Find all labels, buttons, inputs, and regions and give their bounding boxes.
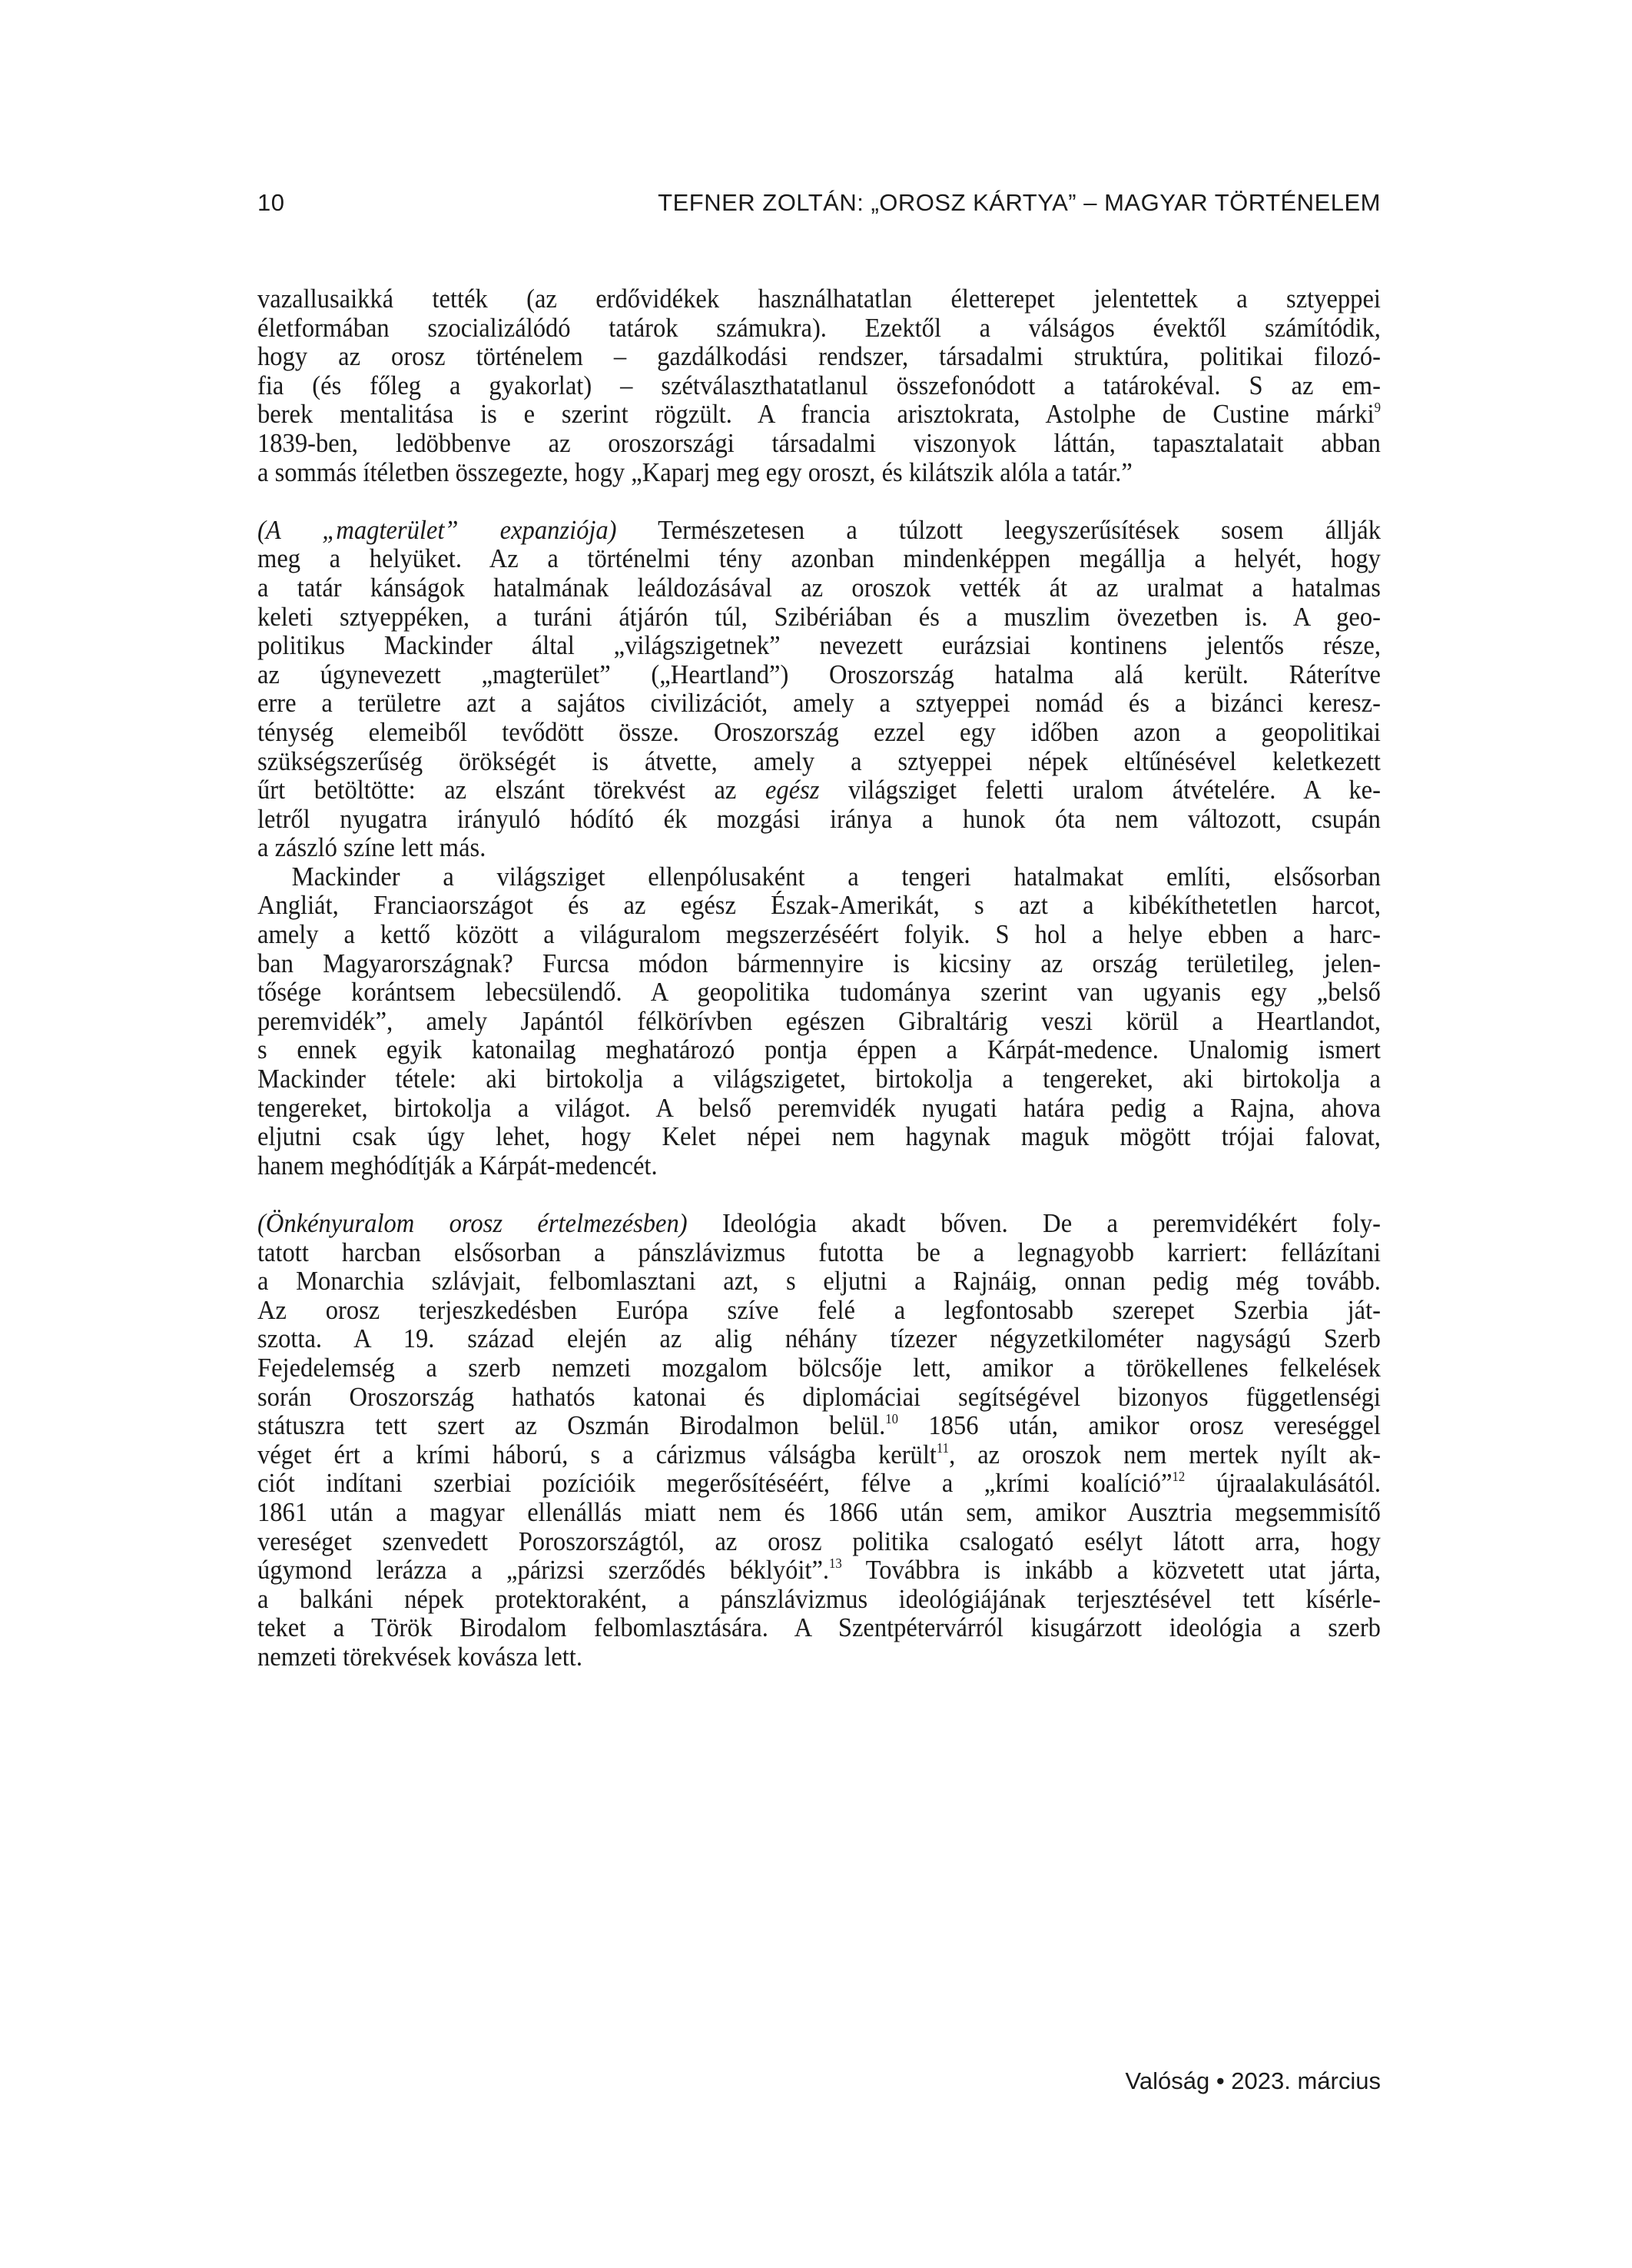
text-line: szükségszerűség örökségét is átvette, amely a sztyeppei népek eltűnésével keletkezett bbox=[257, 745, 1381, 776]
section-heading: (Önkényuralom orosz értelmezésben) bbox=[257, 1208, 688, 1238]
text-line: ciót indítani szerbiai pozícióik megerősítéséért, félve a „krími koalíció”$^{12}$ újraalakulásától. bbox=[257, 1468, 1381, 1499]
text-line: ban Magyarországnak? Furcsa módon bármennyire is kicsiny az ország területileg, jelen- bbox=[257, 948, 1381, 978]
text-line: letről nyugatra irányuló hódító ék mozgási iránya a hunok óta nem változott, csupán bbox=[257, 803, 1381, 834]
paragraph-mackinder bbox=[257, 862, 1381, 1180]
text-line: űrt betöltötte: az elszánt törekvést az egész világsziget feletti uralom átvételére. A ke- bbox=[257, 775, 1381, 805]
text-line: erre a területre azt a sajátos civilizációt, amely a sztyeppei nomád és a bizánci keresz- bbox=[257, 688, 1381, 719]
text-line: keleti sztyeppéken, a turáni átjárón túl, Szibériában és a muszlim övezetben is. A geo- bbox=[257, 601, 1381, 632]
footnote-ref-10[interactable]: 10 bbox=[885, 1411, 899, 1427]
text-line: a sommás ítéletben összegezte, hogy „Kaparj meg egy oroszt, és kilátszik alóla a tatár.” bbox=[257, 457, 1133, 487]
text-line: berek mentalitása is e szerint rögzült. A francia arisztokrata, Astolphe de Custine márki$^9$ bbox=[257, 399, 1381, 430]
text-line: úgymond lerázza a „párizsi szerződés béklyóit”.$^{13}$ Továbbra is inkább a közvetett utat járta, bbox=[257, 1555, 1381, 1586]
text-line: véget ért a krími háború, s a cárizmus válságba került$^{11}$, az oroszok nem mertek nyílt ak- bbox=[257, 1439, 1381, 1469]
text-line: Mackinder tétele: aki birtokolja a világszigetet, birtokolja a tengereket, aki birtokolja a bbox=[257, 1064, 1381, 1094]
footnote-ref-9[interactable]: 9 bbox=[1374, 400, 1381, 416]
paragraph-1 bbox=[257, 284, 1381, 486]
text-line: életformában szocializálódó tatárok számukra). Ezektől a válságos évektől számítódik, bbox=[257, 312, 1381, 343]
footnote-ref-12[interactable]: 12 bbox=[1172, 1469, 1186, 1485]
text-line: 1861 után a magyar ellenállás miatt nem és 1866 után sem, amikor Ausztria megsemmisítő bbox=[257, 1496, 1381, 1527]
text-line: szotta. A 19. század elején az alig néhány tízezer négyzetkilométer nagyságú Szerb bbox=[257, 1323, 1381, 1354]
text-line: amely a kettő között a világuralom megszerzéséért folyik. S hol a helye ebben a harc- bbox=[257, 919, 1381, 950]
text-line: 1839-ben, ledöbbenve az oroszországi társadalmi viszonyok láttán, tapasztalatait abban bbox=[257, 427, 1381, 458]
text-line: peremvidék”, amely Japántól félkörívben egészen Gibraltárig veszi körül a Heartlandot, bbox=[257, 1005, 1381, 1036]
text-line: eljutni csak úgy lehet, hogy Kelet népei nem hagynak maguk mögött trójai falovat, bbox=[257, 1121, 1381, 1152]
section-heading: (A „magterület” expanziója) bbox=[257, 514, 617, 545]
article-body bbox=[257, 284, 1381, 1672]
text-line: politikus Mackinder által „világszigetnek” nevezett eurázsiai kontinens jelentős része, bbox=[257, 630, 1381, 661]
text-line: a Monarchia szlávjait, felbomlasztani azt, s eljutni a Rajnáig, onnan pedig még tovább. bbox=[257, 1266, 1381, 1297]
text-line: s ennek egyik katonailag meghatározó pontja éppen a Kárpát-medence. Unalomig ismert bbox=[257, 1034, 1381, 1065]
page-footer: Valóság • 2023. március bbox=[1125, 2067, 1381, 2094]
text-line: Az orosz terjeszkedésben Európa szíve felé a legfontosabb szerepet Szerbia ját- bbox=[257, 1294, 1381, 1325]
paragraph-onkenyuralom bbox=[257, 1209, 1381, 1672]
text-line: ténység elemeiből tevődött össze. Oroszország ezzel egy időben azon a geopolitikai bbox=[257, 716, 1381, 747]
footnote-ref-13[interactable]: 13 bbox=[829, 1556, 842, 1572]
text-line: a zászló színe lett más. bbox=[257, 832, 486, 863]
paragraph-magterulet bbox=[257, 516, 1381, 862]
text-line: az úgynevezett „magterület” („Heartland”) Oroszország hatalma alá került. Ráterítve bbox=[257, 659, 1381, 689]
text-line: Mackinder a világsziget ellenpólusaként a tengeri hatalmakat említi, elsősorban bbox=[291, 861, 1381, 892]
text-line: (Önkényuralom orosz értelmezésben) Ideológia akadt bőven. De a peremvidékért foly- bbox=[257, 1208, 1381, 1238]
footnote-ref-11[interactable]: 11 bbox=[936, 1439, 950, 1456]
text-line: vereséget szenvedett Poroszországtól, az orosz politika csalogató esélyt látott arra, hogy bbox=[257, 1526, 1381, 1556]
text-line: fia (és főleg a gyakorlat) – szétválaszthatatlanul összefonódott a tatárokéval. S az em- bbox=[257, 370, 1381, 400]
text-line: teket a Török Birodalom felbomlasztására. A Szentpétervárról kisugárzott ideológia a szerb bbox=[257, 1612, 1381, 1643]
running-header bbox=[257, 189, 1381, 220]
text-line: hogy az orosz történelem – gazdálkodási rendszer, társadalmi struktúra, politikai filozó- bbox=[257, 341, 1381, 372]
text-line: nemzeti törekvések kovásza lett. bbox=[257, 1641, 582, 1672]
text-line: a balkáni népek protektoraként, a pánszlávizmus ideológiájának terjesztésével tett kísérle- bbox=[257, 1583, 1381, 1614]
text-line: hanem meghódítják a Kárpát-medencét. bbox=[257, 1150, 658, 1180]
text-line: meg a helyüket. Az a történelmi tény azonban mindenképpen megállja a helyét, hogy bbox=[257, 543, 1381, 574]
text-line: státuszra tett szert az Oszmán Birodalmon belül.$^{10}$ 1856 után, amikor orosz vereséggel bbox=[257, 1410, 1381, 1441]
text-line: tatott harcban elsősorban a pánszlávizmus futotta be a legnagyobb karriert: fellázítani bbox=[257, 1237, 1381, 1267]
text-line: Angliát, Franciaországot és az egész Észak-Amerikát, s azt a kibékíthetetlen harcot, bbox=[257, 890, 1381, 921]
text-line: tengereket, birtokolja a világot. A belső peremvidék nyugati határa pedig a Rajna, ahova bbox=[257, 1092, 1381, 1123]
text-line: vazallusaikká tették (az erdővidékek használhatatlan életterepet jelentettek a sztyeppei bbox=[257, 284, 1381, 314]
text-line: (A „magterület” expanziója) Természetesen a túlzott leegyszerűsítések sosem állják bbox=[257, 514, 1381, 545]
text-line: a tatár kánságok hatalmának leáldozásával az oroszok vették át az uralmat a hatalmas bbox=[257, 572, 1381, 603]
text-line: Fejedelemség a szerb nemzeti mozgalom bölcsője lett, amikor a törökellenes felkelések bbox=[257, 1352, 1381, 1383]
text-line: tősége korántsem lebecsülendő. A geopolitika tudománya szerint van ugyanis egy „belső bbox=[257, 977, 1381, 1008]
text-line: során Oroszország hathatós katonai és diplomáciai segítségével bizonyos függetlenségi bbox=[257, 1381, 1381, 1412]
page-number: 10 bbox=[257, 189, 285, 216]
running-title: TEFNER ZOLTÁN: „OROSZ KÁRTYA” – MAGYAR TÖRTÉNELEM bbox=[658, 189, 1381, 216]
